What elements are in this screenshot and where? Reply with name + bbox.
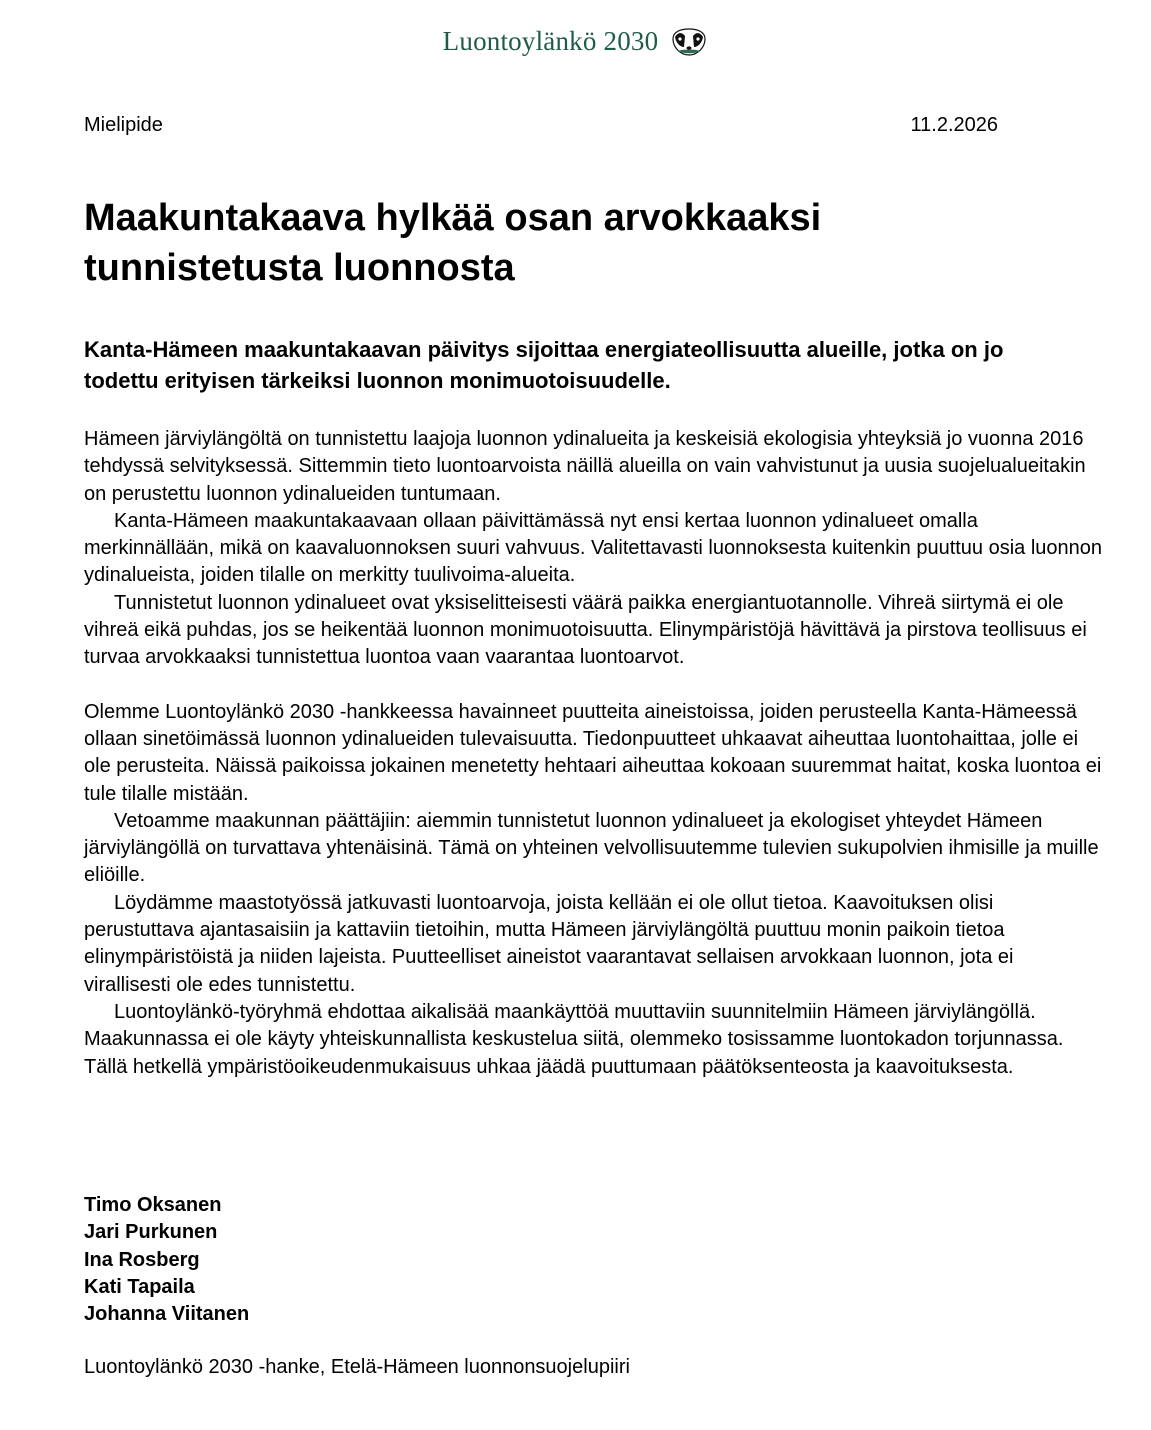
signer-name: Johanna Viitanen (84, 1303, 250, 1326)
lead-paragraph: Kanta-Hämeen maakuntakaavan päivitys sijoittaa energiateollisuutta alueille, jotka on jo todettu erityisen tärkeiksi luonnon monimuotoisuudelle. (84, 337, 1004, 393)
body-paragraph: Olemme Luontoylänkö 2030 -hankkeessa havainneet puutteita aineistoissa, joiden perusteella Kanta-Hämeessä ollaan sinetöimässä luonnon ydinalueiden tulevaisuutta. Tiedonpuutteet uhkaavat aiheuttaa luontohaittaa, jolle ei ole perusteita. Näissä paikoissa jokainen menetetty hehtaari aiheuttaa kokoaan suuremmat haitat, koska luontoa ei tule tilalle mistään. (84, 700, 1102, 805)
article-date: 11.2.2026 (910, 114, 998, 136)
signer-list (84, 1192, 249, 1328)
page-title: Maakuntakaava hylkää osan arvokkaaksi tunnistetusta luonnosta (84, 197, 822, 289)
body-paragraph: Hämeen järviylängöltä on tunnistettu laajoja luonnon ydinalueita ja keskeisiä ekologisia yhteyksiä jo vuonna 2016 tehdyssä selvityksessä. Sittemmin tieto luontoarvoista näillä alueilla on vain vahvistunut ja uusia suojelualueitakin on perustettu luonnon ydinalueiden tuntumaan. (84, 428, 1086, 505)
signer-name: Jari Purkunen (84, 1221, 218, 1244)
article-body (84, 426, 1104, 1081)
signer-name: Timo Oksanen (84, 1194, 222, 1216)
signer-affiliation: Luontoylänkö 2030 -hanke, Etelä-Hämeen luonnonsuojelupiiri (84, 1356, 630, 1378)
body-paragraph: Kanta-Hämeen maakuntakaavaan ollaan päivittämässä nyt ensi kertaa luonnon ydinalueet omalla merkinnällään, mikä on kaavaluonnoksen suuri vahvuus. Valitettavasti luonnoksesta kuitenkin puuttuu osia luonnon ydinalueista, joiden tilalle on merkitty tuulivoima-alueita. (84, 509, 1103, 587)
body-paragraph: Luontoylänkö-työryhmä ehdottaa aikalisää maankäyttöä muuttaviin suunnitelmiin Hämeen järviylängöllä. Maakunnassa ei ole käyty yhteiskunnallista keskustelua siitä, olemmeko tosissamme luontokadon torjunnassa. Tällä hetkellä ympäristöoikeudenmukaisuus uhkaa jäädä puuttumaan päätöksenteosta ja kaavoituksesta. (84, 1000, 1064, 1078)
signer-name: Kati Tapaila (84, 1275, 195, 1298)
body-paragraph: Löydämme maastotyössä jatkuvasti luontoarvoja, joista kellään ei ole ollut tietoa. Kaavoituksen olisi perustuttava ajantasaisiin ja kattaviin tietoihin, mutta Hämeen järviylängöltä puuttuu monin paikoin tietoa elinympäristöistä ja niiden lajeista. Puutteelliset aineistot vaarantavat sellaisen arvokkaan luonnon, jota ei virallisesti ole edes tunnistettu. (84, 891, 1014, 996)
brand-name: Luontoylänkö 2030 (442, 26, 659, 56)
body-paragraph: Tunnistetut luonnon ydinalueet ovat yksiselitteisesti väärä paikka energiantuotannolle. Vihreä siirtymä ei ole vihreä eikä puhdas, jos se heikentää luonnon monimuotoisuutta. Elinympäristöjä hävittävä ja pirstova teollisuus ei turvaa arvokkaaksi tunnistettua luontoa vaan vaarantaa luontoarvot. (84, 591, 1087, 669)
signer-name: Ina Rosberg (84, 1248, 200, 1271)
badger-face-icon (670, 27, 708, 57)
article-type-label: Mielipide (84, 114, 163, 136)
brand-logo (0, 26, 1151, 57)
body-paragraph: Vetoamme maakunnan päättäjiin: aiemmin tunnistetut luonnon ydinalueet ja ekologiset yhteydet Hämeen järviylängöllä on turvattava yhtenäisinä. Tämä on yhteinen velvollisuutemme tulevien sukupolvien ihmisille ja muille eliöille. (84, 809, 1099, 887)
